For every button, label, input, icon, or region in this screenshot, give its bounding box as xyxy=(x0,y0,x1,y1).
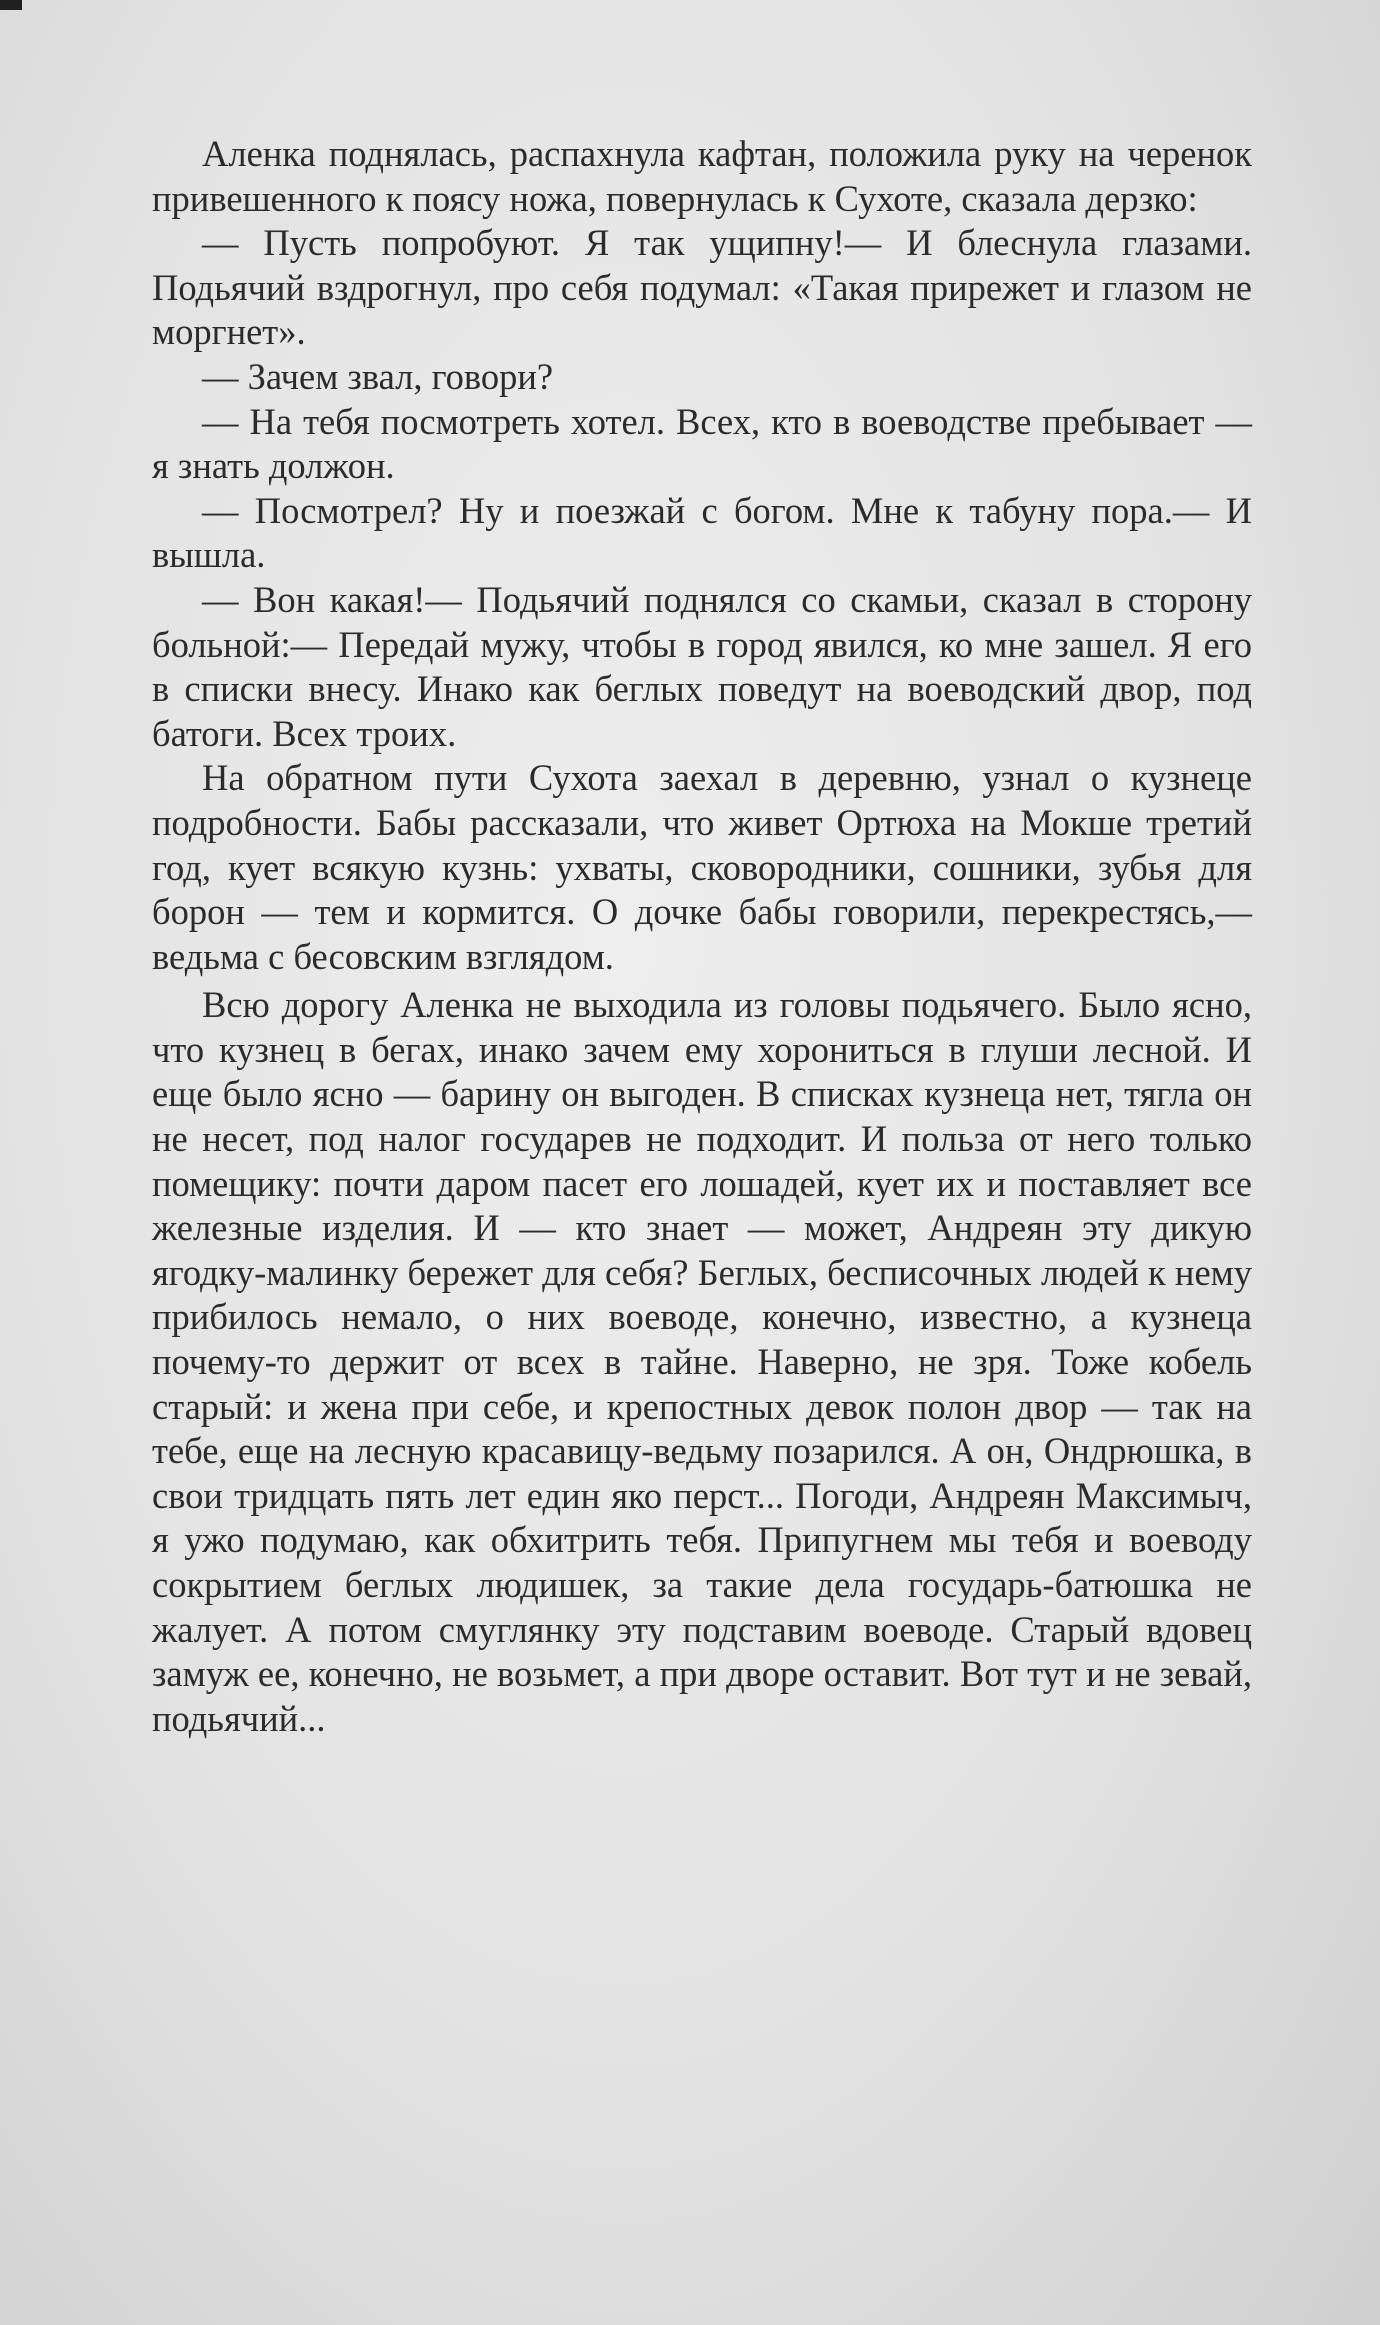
paragraph-2: — Пусть попробуют. Я так ущипну!— И блеснула глазами. Подьячий вздрогнул, про себя подумал: «Такая прирежет и глазом не моргнет». xyxy=(152,222,1252,353)
paragraph-1: Аленка поднялась, распахнула кафтан, положила руку на черенок привешенного к поясу ножа, повернулась к Сухоте, сказала дерзко: xyxy=(152,133,1252,219)
paragraph-7: На обратном пути Сухота заехал в деревню, узнал о кузнеце подробности. Бабы рассказали, что живет Ортюха на Мокше третий год, кует всякую кузнь: ухваты, сковородники, сошники, зубья для борон — тем и кормится. О дочке бабы говорили, перекрестясь,— ведьма с бесовским взглядом. xyxy=(152,757,1252,977)
paragraph-6: — Вон какая!— Подьячий поднялся со скамьи, сказал в сторону больной:— Передай мужу, чтобы в город явился, ко мне зашел. Я его в списки внесу. Инако как беглых поведут на воеводский двор, под батоги. Всех троих. xyxy=(152,578,1252,754)
paragraph-5: — Посмотрел? Ну и поезжай с богом. Мне к табуну пора.— И вышла. xyxy=(152,489,1252,576)
scan-corner-mark xyxy=(0,0,22,10)
paragraph-3: — Зачем звал, говори? xyxy=(202,355,554,397)
paragraph-8: Всю дорогу Аленка не выходила из головы подьячего. Было ясно, что кузнец в бегах, инако зачем ему хорониться в глуши лесной. И еще было ясно — барину он выгоден. В списках кузнеца нет, тягла он не несет, под налог государев не подходит. И польза от него только помещику: почти даром пасет его лошадей, кует их и поставляет все железные изделия. И — кто знает — может, Андреян эту дикую ягодку-малинку бережет для себя? Беглых, бесписочных людей к нему прибилось немало, о них воеводе, конечно, известно, а кузнеца почему-то держит от всех в тайне. Наверно, не зря. Тоже кобель старый: и жена при себе, и крепостных девок полон двор — так на тебе, еще на лесную красавицу-ведьму позарился. А он, Ондрюшка, в свои тридцать пять лет един яко перст... Погоди, Андреян Максимыч, я ужо подумаю, как обхитрить тебя. Припугнем мы тебя и воеводу сокрытием беглых людишек, за такие дела государь-батюшка не жалует. А потом смуглянку эту подставим воеводе. Старый вдовец замуж ее, конечно, не возьмет, а при дворе оставит. Вот тут и не зевай, подьячий... xyxy=(152,984,1252,1739)
page-text xyxy=(152,132,1252,1741)
paragraph-4: — На тебя посмотреть хотел. Всех, кто в воеводстве пребывает — я знать должон. xyxy=(152,400,1252,487)
